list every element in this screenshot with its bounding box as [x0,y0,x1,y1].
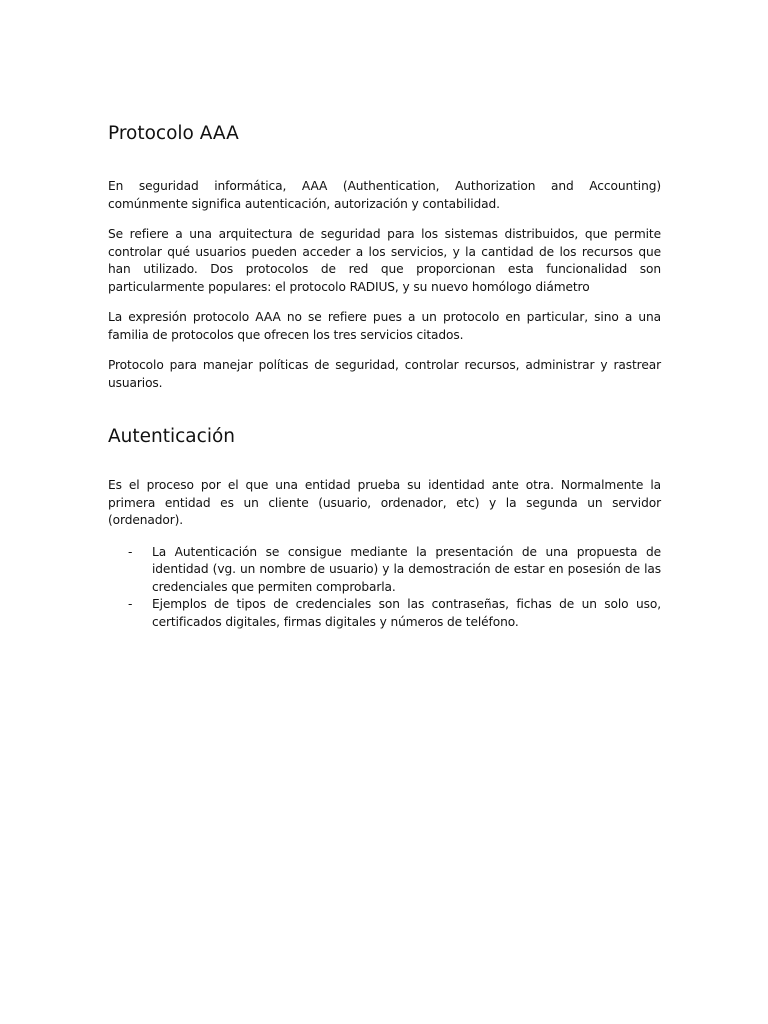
paragraph-protocol-family: La expresión protocolo AAA no se refiere pues a un protocolo en particular, sino a una familia de protocolos que ofrecen los tres servicios citados. [108,310,661,342]
list-item-text: Ejemplos de tipos de credenciales son las contraseñas, fichas de un solo uso, certificados digitales, firmas digitales y números de teléfono. [152,597,661,629]
bullet-dash: - [128,597,133,611]
document-title: Protocolo AAA [108,123,239,144]
paragraph-authentication-process: Es el proceso por el que una entidad prueba su identidad ante otra. Normalmente la primera entidad es un cliente (usuario, ordenador, etc) y la segunda un servidor (ordenador). [108,478,661,527]
section-heading-autenticacion: Autenticación [108,426,235,447]
list-item [108,596,661,631]
list-item [108,544,661,597]
paragraph-policies: Protocolo para manejar políticas de seguridad, controlar recursos, administrar y rastrear usuarios. [108,358,661,390]
document-page [108,0,661,631]
bullet-dash: - [128,544,133,559]
authentication-bullet-list [108,544,661,632]
list-item-text: La Autenticación se consigue mediante la presentación de una propuesta de identidad (vg. un nombre de usuario) y la demostración de estar en posesión de las credenciales que permiten comprobarla. [152,544,661,594]
paragraph-aaa-definition: En seguridad informática, AAA (Authentication, Authorization and Accounting) comúnmente significa autenticación, autorización y contabilidad. [108,179,661,211]
paragraph-architecture: Se refiere a una arquitectura de seguridad para los sistemas distribuidos, que permite controlar qué usuarios pueden acceder a los servicios, y la cantidad de los recursos que han utilizado. Dos protocolos de red que proporcionan esta funcionalidad son particularmente populares: el protocolo RADIUS, y su nuevo homólogo diámetro [108,227,661,294]
